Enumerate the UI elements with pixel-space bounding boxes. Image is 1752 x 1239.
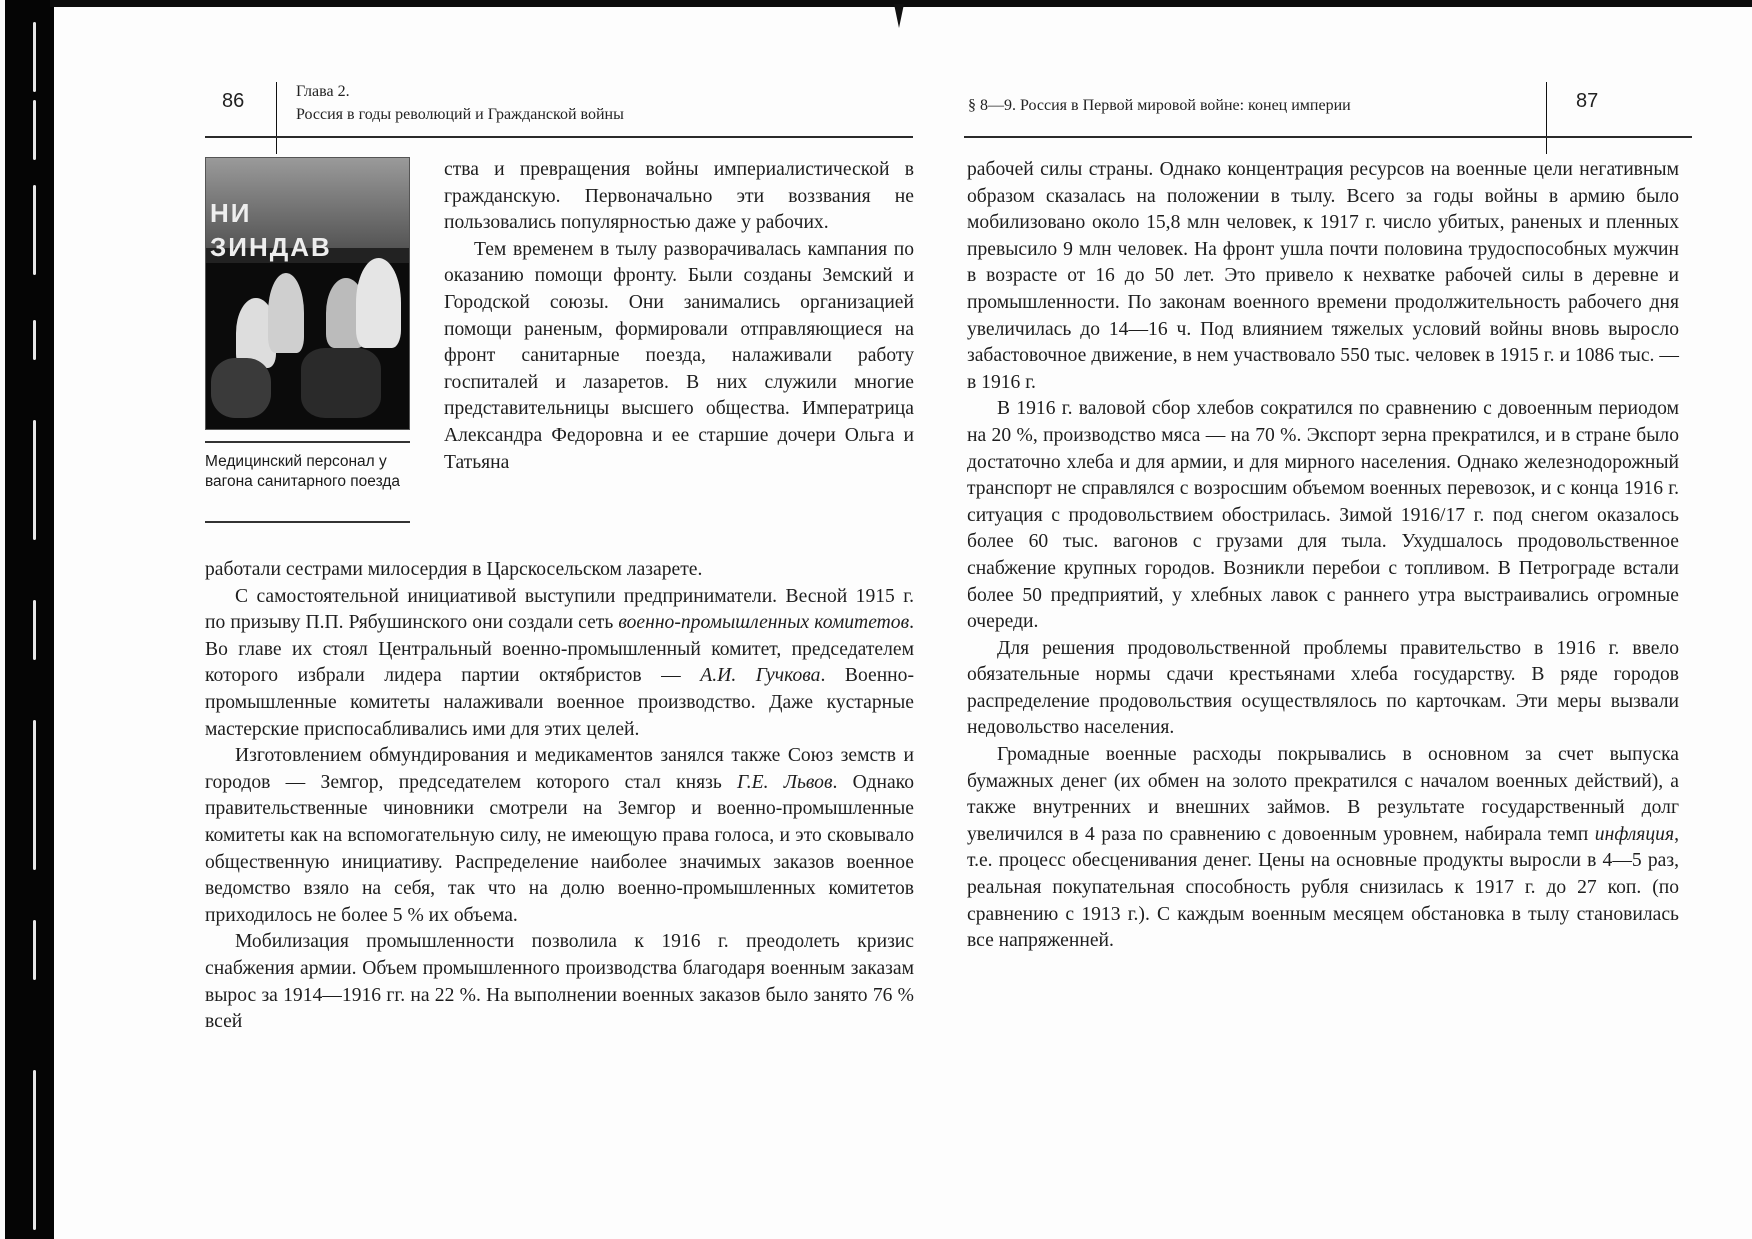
header-divider [1546, 82, 1547, 154]
paragraph: Тем временем в тылу разворачивалась кампания по оказанию помощи фронту. Были созданы Земский и Городской союзы. Они занимались организацией помощи раненым, формировали отправляющиеся на фронт санитарные поезда, налаживали работу госпиталей и лазаретов. В них служили многие представительницы высшего общества. Императрица Александра Федоровна и ее старшие дочери Ольга и Татьяна [444, 238, 914, 473]
header-divider [276, 82, 277, 154]
scan-margin [0, 0, 5, 1239]
paragraph: С самостоятельной инициативой выступили предприниматели. Весной 1915 г. по призыву П.П. Рябушинского они создали сеть военно-промышленных комитетов. Во главе их стоял Центральный военно-промышленный комитет, председателем которого избрали лидера партии октябристов — А.И. Гучкова. Военно-промышленные комитеты налаживали военное производство. Даже кустарные мастерские приспосабливались ими для этих целей. [205, 585, 914, 740]
emphasis-term: инфляция [1594, 823, 1675, 845]
photo-sign-text: ЗИНДАВ [210, 232, 332, 262]
paragraph: В 1916 г. валовой сбор хлебов сократился по сравнению с довоенным периодом на 20 %, производство мяса — на 70 %. Экспорт зерна прекратился, и в стране было достаточно хлеба и для армии, и для мирного населения. Однако железнодорожный транспорт не справлялся с возросшим объемом военных перевозок, и с конца 1916 г. ситуация с продовольствием обострилась. Зимой 1916/17 г. под снегом оказалось более 60 тыс. вагонов с грузами для тыла. Ухудшалось продовольственное снабжение крупных городов. Возникли перебои с топливом. В Петрограде встали более 50 предприятий, у хлебных лавок с раннего утра выстраивались огромные очереди. [967, 398, 1679, 633]
book-binding-edge [0, 0, 54, 1239]
paragraph: Изготовлением обмундирования и медикаментов занялся также Союз земств и городов — Земгор, председателем которого стал князь Г.Е. Львов. Однако правительственные чиновники смотрели на Земгор и военно-промышленные комитеты как на вспомогательную силу, не имеющую права голоса, и это сковывало общественную инициативу. Распределение наиболее значимых заказов военное ведомство взяло на себя, так что на долю военно-промышленных комитетов приходилось не более 5 % их объема. [205, 745, 914, 926]
emphasis-term: военно-промышленных комитетов [618, 612, 910, 634]
emphasis-name: А.И. Гучкова [700, 665, 821, 687]
paragraph: Для решения продовольственной проблемы правительство в 1916 г. ввело обязательные нормы сдачи крестьянами хлеба государству. В ряде городов распределение продовольствия осуществлялось по карточкам. Эти меры вызвали недовольство населения. [967, 637, 1679, 739]
left-page [54, 0, 914, 1239]
caption-rule-top [205, 441, 410, 443]
paragraph-continuation: работали сестрами милосердия в Царскосельском лазарете. [205, 559, 703, 580]
header-rule [205, 136, 913, 138]
chapter-label: Глава 2. [296, 83, 350, 100]
header-rule [964, 136, 1692, 138]
section-title: § 8—9. Россия в Первой мировой войне: конец империи [968, 97, 1351, 114]
caption-rule-bottom [205, 521, 410, 523]
figure-caption: Медицинский персонал у вагона санитарного поезда [205, 453, 400, 490]
page-number: 86 [222, 90, 245, 112]
right-page [874, 0, 1752, 1239]
paragraph: Громадные военные расходы покрывались в основном за счет выпуска бумажных денег (их обмен на золото прекратился с началом военных действий), а также внутренних и внешних займов. В результате государственный долг увеличился в 4 раза по сравнению с довоенным уровнем, набирала темп инфляция, т.е. процесс обесценивания денег. Цены на основные продукты выросли в 4—5 раз, реальная покупательная способность рубля снизилась к 1917 г. до 27 коп. (по сравнению с 1913 г.). С каждым военным месяцем обстановка в тылу становилась все напряженней. [967, 744, 1679, 952]
wide-column [205, 557, 914, 1036]
figure-photo [205, 157, 410, 430]
paragraph-continuation: рабочей силы страны. Однако концентрация ресурсов на военные цели негативным образом сказалась на положении в тылу. Всего за годы войны в армию было мобилизовано около 15,8 млн человек, к 1917 г. число убитых, раненых и пленных превысило 9 млн человек. На фронт ушла почти половина трудоспособных мужчин в возрасте от 16 до 50 лет. Это привело к нехватке рабочей силы в деревне и промышленности. По законам военного времени продолжительность рабочего дня увеличилась до 14—16 ч. Под влиянием тяжелых условий войны вновь выросло забастовочное движение, в нем участвовало 550 тыс. человек в 1915 г. и 1086 тыс. — в 1916 г. [967, 159, 1679, 393]
paragraph: Мобилизация промышленности позволила к 1916 г. преодолеть кризис снабжения армии. Объем промышленного производства благодаря военным заказам вырос за 1914—1916 гг. на 22 %. На выполнении военных заказов было занято 76 % всей [205, 931, 914, 1033]
chapter-title: Россия в годы революций и Гражданской войны [296, 106, 624, 123]
text-column [967, 157, 1679, 955]
paragraph: ства и превращения войны империалистической в гражданскую. Первоначально эти воззвания не пользовались популярностью даже у рабочих. [444, 159, 914, 234]
emphasis-name: Г.Е. Львов [737, 771, 833, 793]
narrow-column [444, 157, 914, 476]
photo-sign-text: НИ [210, 198, 252, 228]
page-number: 87 [1576, 90, 1599, 112]
